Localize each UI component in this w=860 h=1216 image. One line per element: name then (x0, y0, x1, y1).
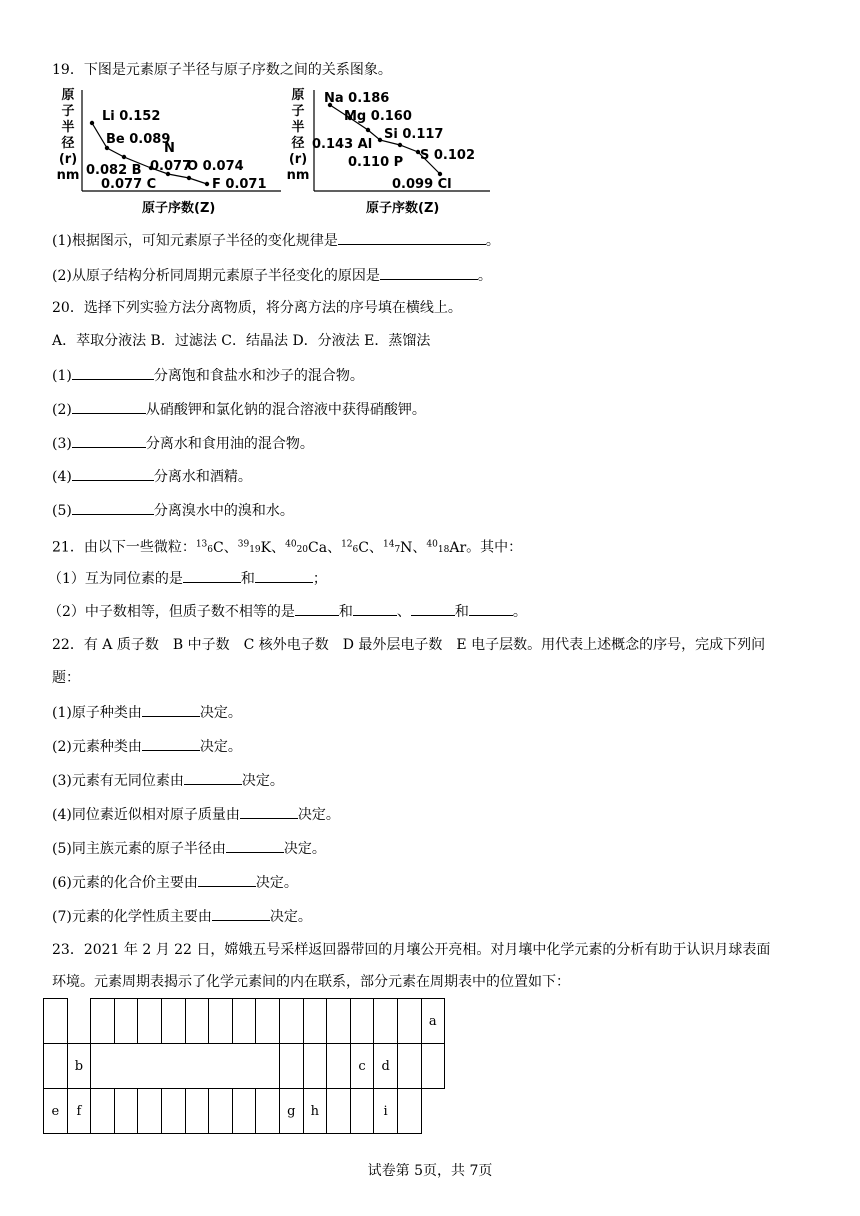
cell-g: g (279, 1089, 303, 1134)
ylabel-char: (r) (58, 152, 78, 167)
answer-blank[interactable] (72, 399, 146, 414)
item-text: (4)同位素近似相对原子质量由 (52, 807, 240, 823)
particle: $^{13}$6C、 (195, 539, 238, 556)
q21-sub1 (48, 568, 327, 589)
q21-stem-pre: 21．由以下一些微粒： (52, 539, 196, 556)
ylabel-char: 原 (291, 88, 305, 103)
q19-sub1 (52, 230, 500, 251)
answer-blank[interactable] (353, 601, 397, 616)
ylabel-char: 径 (291, 136, 305, 151)
q21-sub1-text: （1）互为同位素的是 (48, 571, 183, 587)
answer-blank[interactable] (469, 601, 513, 616)
q22-item (52, 702, 242, 723)
punct: 。 (477, 268, 492, 284)
answer-blank[interactable] (184, 770, 242, 785)
and-text: 和 (240, 571, 255, 587)
and-text: 和 (454, 604, 469, 620)
punct: ； (312, 571, 327, 587)
answer-blank[interactable] (142, 736, 200, 751)
q19-stem: 19．下图是元素原子半径与原子序数之间的关系图象。 (52, 62, 392, 78)
chart-period3-svg (310, 88, 510, 216)
q21-stem (52, 534, 522, 560)
item-suffix: 决定。 (255, 875, 298, 891)
label-nval: 0.077 (150, 159, 192, 174)
item-num: (3) (52, 436, 72, 452)
xlabel: 原子序数(Z) (366, 201, 440, 216)
q21-sub2 (48, 601, 527, 622)
q19-sub1-text: (1)根据图示，可知元素原子半径的变化规律是 (52, 233, 338, 249)
item-text: 分离水和酒精。 (153, 469, 252, 485)
point-f (205, 182, 209, 186)
item-suffix: 决定。 (199, 739, 242, 755)
item-text: (7)元素的化学性质主要由 (52, 909, 212, 925)
punct: 。 (485, 233, 500, 249)
q22-item (52, 838, 326, 859)
ylabel-char: 子 (61, 104, 75, 119)
periodic-table (43, 998, 445, 1134)
item-num: (1) (52, 368, 72, 384)
answer-blank[interactable] (380, 265, 478, 280)
q22-item (52, 872, 298, 893)
particle: $^{40}$18Ar (426, 539, 467, 556)
ylabel-char: 子 (291, 104, 305, 119)
label-al: 0.143 Al (312, 137, 373, 152)
label-o: O 0.074 (187, 159, 244, 174)
label-p: 0.110 P (348, 155, 404, 170)
q20-stem: 20．选择下列实验方法分离物质，将分离方法的序号填在横线上。 (52, 300, 462, 316)
q20-options: A．萃取分液法 B．过滤法 C．结晶法 D．分液法 E．蒸馏法 (52, 333, 431, 349)
answer-blank[interactable] (72, 466, 154, 481)
cell-c: c (350, 1044, 374, 1089)
cell-i: i (374, 1089, 398, 1134)
q20-item (52, 500, 294, 521)
particle: $^{40}$20Ca、 (285, 539, 342, 556)
point-b (122, 155, 126, 159)
item-text: (3)元素有无同位素由 (52, 773, 184, 789)
item-text: (1)原子种类由 (52, 705, 142, 721)
item-text: (5)同主族元素的原子半径由 (52, 841, 226, 857)
item-text: 分离溴水中的溴和水。 (153, 503, 294, 519)
ylabel-char: 原 (61, 88, 75, 103)
ylabel-char: 径 (61, 136, 75, 151)
q22-item (52, 736, 242, 757)
q22-item (52, 906, 312, 927)
answer-blank[interactable] (212, 906, 270, 921)
label-cl: 0.099 Cl (392, 177, 452, 192)
ylabel-char: 半 (291, 120, 305, 135)
point-al (366, 128, 370, 132)
item-text: 分离水和食用油的混合物。 (145, 436, 314, 452)
and-text: 和 (338, 604, 353, 620)
cell-b: b (67, 1044, 91, 1089)
cell-f: f (67, 1089, 91, 1134)
item-text: 从硝酸钾和氯化钠的混合溶液中获得硝酸钾。 (145, 402, 426, 418)
xlabel: 原子序数(Z) (142, 201, 216, 216)
answer-blank[interactable] (72, 365, 154, 380)
cell-d: d (374, 1044, 398, 1089)
q22-item (52, 804, 340, 825)
page-footer: 试卷第 5页，共 7页 (367, 1163, 493, 1179)
label-c: 0.077 C (101, 177, 157, 192)
answer-blank[interactable] (411, 601, 455, 616)
q20-item (52, 365, 364, 386)
chart-period2-svg (76, 88, 306, 216)
item-text: (6)元素的化合价主要由 (52, 875, 198, 891)
item-suffix: 决定。 (199, 705, 242, 721)
answer-blank[interactable] (255, 568, 313, 583)
ylabel-char: 半 (61, 120, 75, 135)
answer-blank[interactable] (72, 433, 146, 448)
q20-item (52, 399, 426, 420)
cell-h: h (303, 1089, 327, 1134)
ylabel-char: (r) (288, 152, 308, 167)
q23-stem: 23．2021 年 2 月 22 日，嫦娥五号采样返回器带回的月壤公开亮相。对月壤中化学元素的分析有助于认识月球表面 (52, 942, 771, 958)
ylabel-char: nm (286, 168, 310, 183)
answer-blank[interactable] (338, 230, 486, 245)
q23-stem-cont: 环境。元素周期表揭示了化学元素间的内在联系，部分元素在周期表中的位置如下： (52, 974, 570, 990)
q19-sub2-text: (2)从原子结构分析同周期元素原子半径变化的原因是 (52, 268, 380, 284)
answer-blank[interactable] (226, 838, 284, 853)
label-s: S 0.102 (420, 148, 476, 163)
answer-blank[interactable] (72, 500, 154, 515)
point-li (90, 121, 94, 125)
point-p (398, 143, 402, 147)
answer-blank[interactable] (183, 568, 241, 583)
label-f: F 0.071 (212, 177, 267, 192)
particle: $^{12}$6C、 (341, 539, 383, 556)
point-cl (438, 172, 442, 176)
answer-blank[interactable] (142, 702, 200, 717)
q19-sub2 (52, 265, 492, 286)
q21-sub2-text: （2）中子数相等，但质子数不相等的是 (48, 604, 295, 620)
item-num: (5) (52, 503, 72, 519)
point-si (378, 138, 382, 142)
answer-blank[interactable] (198, 872, 256, 887)
label-na: Na 0.186 (324, 91, 390, 106)
item-num: (2) (52, 402, 72, 418)
q21-stem-post: 。其中： (466, 539, 523, 556)
answer-blank[interactable] (295, 601, 339, 616)
label-b: 0.082 B (86, 163, 142, 178)
ylabel-char: nm (56, 168, 80, 183)
particle: $^{14}$7N、 (382, 539, 427, 556)
item-suffix: 决定。 (297, 807, 340, 823)
cell-a: a (421, 999, 445, 1044)
label-li: Li 0.152 (102, 109, 161, 124)
punct: 、 (396, 604, 411, 620)
label-n: N (164, 141, 175, 156)
punct: 。 (512, 604, 527, 620)
item-suffix: 决定。 (283, 841, 326, 857)
label-be: Be 0.089 (106, 132, 171, 147)
label-si: Si 0.117 (384, 127, 444, 142)
item-text: 分离饱和食盐水和沙子的混合物。 (153, 368, 364, 384)
item-suffix: 决定。 (241, 773, 284, 789)
cell-e: e (44, 1089, 68, 1134)
q20-item (52, 433, 314, 454)
particle: $^{39}$19K、 (237, 539, 286, 556)
q20-item (52, 466, 252, 487)
label-mg: Mg 0.160 (344, 109, 412, 124)
item-suffix: 决定。 (269, 909, 312, 925)
q22-stem: 22．有 A 质子数 B 中子数 C 核外电子数 D 最外层电子数 E 电子层数。用代表上述概念的序号，完成下列问 (52, 637, 766, 653)
q22-stem-cont: 题： (52, 670, 80, 686)
item-text: (2)元素种类由 (52, 739, 142, 755)
point-o (187, 176, 191, 180)
particle-list (196, 540, 466, 556)
item-num: (4) (52, 469, 72, 485)
answer-blank[interactable] (240, 804, 298, 819)
q22-item (52, 770, 284, 791)
